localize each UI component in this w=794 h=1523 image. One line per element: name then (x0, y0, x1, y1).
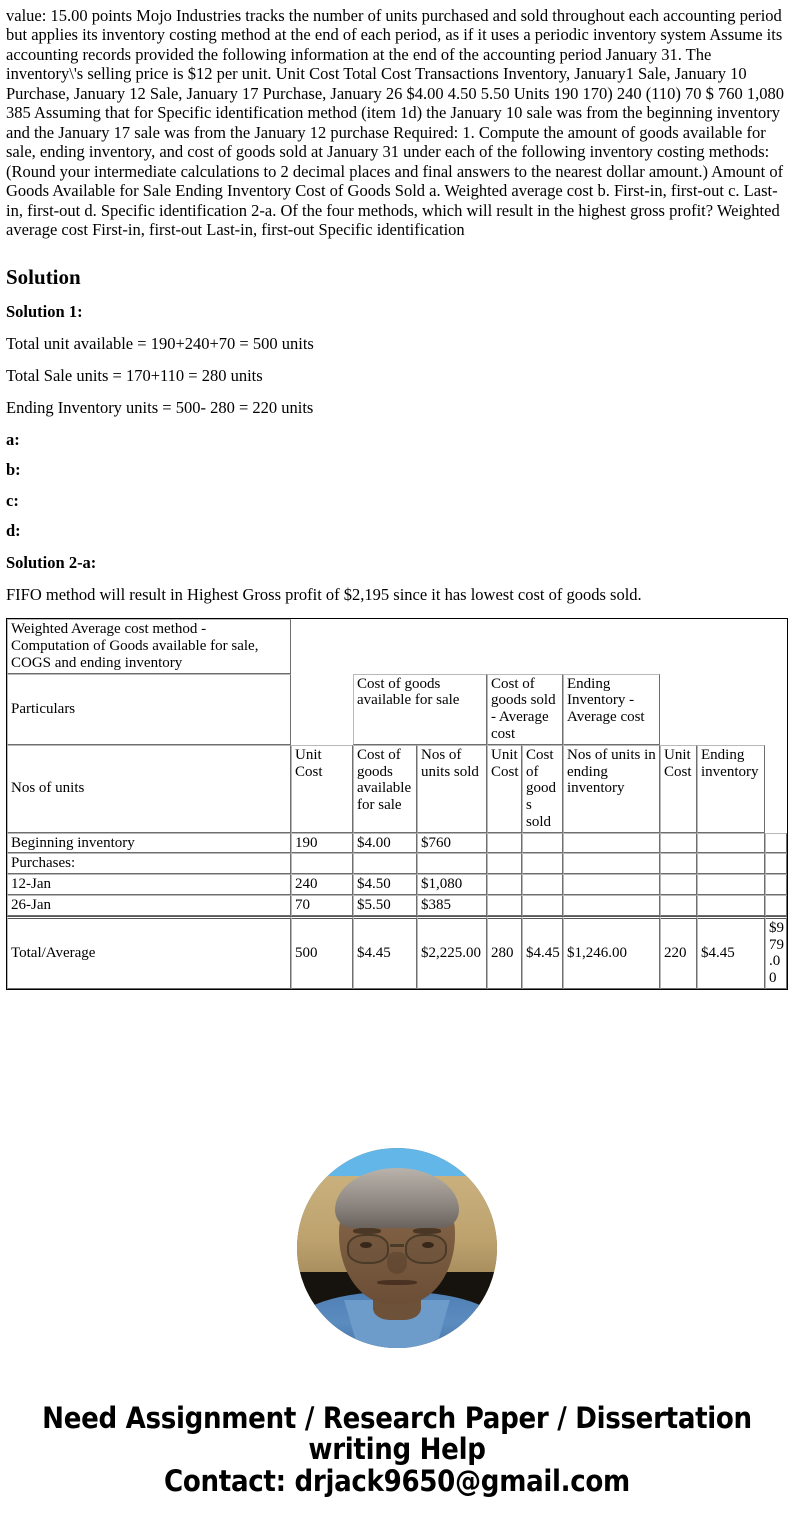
row-cell-unitcost-2 (522, 874, 563, 895)
col-header-cogs-sold: Cost of goods sold (522, 745, 563, 833)
total-row-label: Total/Average (7, 916, 291, 989)
row-cell-units-sold (487, 853, 522, 874)
document-page (0, 6, 794, 1518)
row-cell-cogs-sold (563, 853, 660, 874)
total-cell-units-sold: 280 (487, 916, 522, 989)
total-cell-cogs-sold: $1,246.00 (563, 916, 660, 989)
solution-1-subheading: Solution 1: (6, 301, 83, 321)
row-cell-cogs-available (417, 853, 487, 874)
row-label: 12-Jan (7, 874, 291, 895)
solution-2a-subheading: Solution 2-a: (6, 552, 97, 572)
row-cell-unitcost-2 (522, 853, 563, 874)
promo-contact-line: Contact: drjack9650@gmail.com (164, 1463, 630, 1498)
total-cell-ending-inventory: $979.00 (765, 916, 787, 989)
table-title-cell: Weighted Average cost method - Computation of Goods available for sale, COGS and ending inventory (7, 619, 291, 673)
avatar-glasses-bridge (390, 1244, 404, 1247)
fifo-conclusion-line: FIFO method will result in Highest Gross profit of $2,195 since it has lowest cost of goods sold. (6, 584, 642, 604)
title-spacer-6 (563, 619, 660, 673)
row-cell-unitcost (353, 853, 417, 874)
colheader-spacer (765, 745, 787, 833)
row-label: 26-Jan (7, 895, 291, 916)
row-cell-units-sold (487, 874, 522, 895)
row-cell-ending-inventory (765, 874, 787, 895)
promo-line-2: writing Help (308, 1431, 486, 1466)
avatar-nose (387, 1252, 407, 1274)
weighted-average-cost-table (6, 618, 788, 990)
row-cell-units-ending (660, 833, 697, 854)
row-cell-unitcost: $4.00 (353, 833, 417, 854)
col-header-unit-cost-2: Unit Cost (487, 745, 522, 833)
col-header-unit-cost-3: Unit Cost (660, 745, 697, 833)
table-row (7, 874, 787, 895)
title-spacer-1 (291, 619, 353, 673)
total-sale-units-line: Total Sale units = 170+110 = 280 units (6, 366, 263, 385)
row-cell-units: 190 (291, 833, 353, 854)
table-group-header-row (7, 674, 787, 745)
col-header-unit-cost-1: Unit Cost (291, 745, 353, 833)
header-particulars: Particulars (7, 674, 291, 745)
row-cell-unitcost-3 (697, 853, 765, 874)
ending-inventory-units-line: Ending Inventory units = 500- 280 = 220 units (6, 398, 314, 418)
row-cell-cogs-sold (563, 833, 660, 854)
title-spacer-7 (660, 619, 697, 673)
row-cell-units-ending (660, 895, 697, 916)
row-cell-unitcost-3 (697, 874, 765, 895)
table-title-row (7, 619, 787, 673)
title-spacer-2 (353, 619, 417, 673)
row-cell-units (291, 853, 353, 874)
row-cell-units-ending (660, 853, 697, 874)
row-label: Purchases: (7, 853, 291, 874)
total-cell-unitcost: $4.45 (353, 916, 417, 989)
total-cell-cogs-available: $2,225.00 (417, 916, 487, 989)
row-cell-unitcost-3 (697, 833, 765, 854)
table-row (7, 895, 787, 916)
row-cell-unitcost-2 (522, 895, 563, 916)
group-spacer-3 (697, 674, 765, 745)
row-cell-cogs-sold (563, 895, 660, 916)
row-cell-unitcost: $4.50 (353, 874, 417, 895)
col-header-nos-units-ending: Nos of units in ending inventory (563, 745, 660, 833)
col-header-cogs-available: Cost of goods available for sale (353, 745, 417, 833)
row-cell-ending-inventory (765, 833, 787, 854)
group-spacer-2 (660, 674, 697, 745)
row-label: Beginning inventory (7, 833, 291, 854)
title-spacer-8 (697, 619, 765, 673)
row-cell-unitcost-2 (522, 833, 563, 854)
total-cell-units-ending: 220 (660, 916, 697, 989)
answer-label-b: b: (6, 460, 21, 480)
group-spacer-4 (765, 674, 787, 745)
row-cell-cogs-available: $760 (417, 833, 487, 854)
inventory-table-wrapper (6, 618, 788, 990)
header-cogs-available-group: Cost of goods available for sale (353, 674, 487, 745)
row-cell-units: 70 (291, 895, 353, 916)
total-cell-unitcost-2: $4.45 (522, 916, 563, 989)
solution-heading: Solution (6, 264, 81, 289)
table-column-header-row (7, 745, 787, 833)
row-cell-unitcost: $5.50 (353, 895, 417, 916)
row-cell-units-sold (487, 833, 522, 854)
row-cell-unitcost-3 (697, 895, 765, 916)
table-total-row (7, 916, 787, 989)
table-row (7, 833, 787, 854)
col-header-ending-inventory: Ending inventory (697, 745, 765, 833)
answer-label-d: d: (6, 520, 21, 540)
group-spacer-1 (291, 674, 353, 745)
header-cogs-sold-avg-group: Cost of goods sold - Average cost (487, 674, 563, 745)
row-cell-units-ending (660, 874, 697, 895)
row-cell-units: 240 (291, 874, 353, 895)
avatar-mouth (377, 1280, 417, 1285)
avatar-container (0, 1148, 794, 1353)
row-cell-cogs-available: $1,080 (417, 874, 487, 895)
row-cell-cogs-sold (563, 874, 660, 895)
question-paragraph: value: 15.00 points Mojo Industries tracks the number of units purchased and sold throughout each accounting period but applies its inventory costing method at the end of each period, as if it uses a periodic inventory system Assume its accounting records provided the following information at the end of the accounting period January 31. The inventory\'s selling price is $12 per unit. Unit Cost Total Cost Transactions Inventory, January1 Sale, January 10 Purchase, January 12 Sale, January 17 Purchase, January 26 $4.00 4.50 5.50 Units 190 170) 240 (110) 70 $ 760 1,080 385 Assuming that for Specific identification method (item 1d) the January 10 sale was from the beginning inventory and the January 17 sale was from the January 12 purchase Required: 1. Compute the amount of goods available for sale, ending inventory, and cost of goods sold at January 31 under each of the following inventory costing methods: (Round your intermediate calculations to 2 decimal places and final answers to the nearest dollar amount.) Amount of Goods Available for Sale Ending Inventory Cost of Goods Sold a. Weighted average cost b. First-in, first-out c. Last-in, first-out d. Specific identification 2-a. Of the four methods, which will result in the highest gross profit? Weighted average cost First-in, first-out Last-in, first-out Specific identification (6, 6, 784, 240)
avatar-glasses-left-lens (347, 1234, 389, 1264)
promo-line-1: Need Assignment / Research Paper / Dissertation (42, 1401, 752, 1436)
row-cell-ending-inventory (765, 853, 787, 874)
title-spacer-9 (765, 619, 787, 673)
col-header-nos-of-units: Nos of units (7, 745, 291, 833)
promo-footer (0, 1403, 794, 1518)
total-cell-unitcost-3: $4.45 (697, 916, 765, 989)
avatar (297, 1148, 497, 1348)
row-cell-ending-inventory (765, 895, 787, 916)
title-spacer-4 (487, 619, 522, 673)
row-cell-cogs-available: $385 (417, 895, 487, 916)
title-spacer-5 (522, 619, 563, 673)
answer-label-a: a: (6, 430, 20, 450)
row-cell-units-sold (487, 895, 522, 916)
answer-label-c: c: (6, 490, 19, 510)
table-row (7, 853, 787, 874)
total-cell-units: 500 (291, 916, 353, 989)
title-spacer-3 (417, 619, 487, 673)
total-units-available-line: Total unit available = 190+240+70 = 500 units (6, 333, 314, 353)
avatar-glasses-right-lens (405, 1234, 447, 1264)
col-header-nos-units-sold: Nos of units sold (417, 745, 487, 833)
header-ending-inv-avg-group: Ending Inventory - Average cost (563, 674, 660, 745)
